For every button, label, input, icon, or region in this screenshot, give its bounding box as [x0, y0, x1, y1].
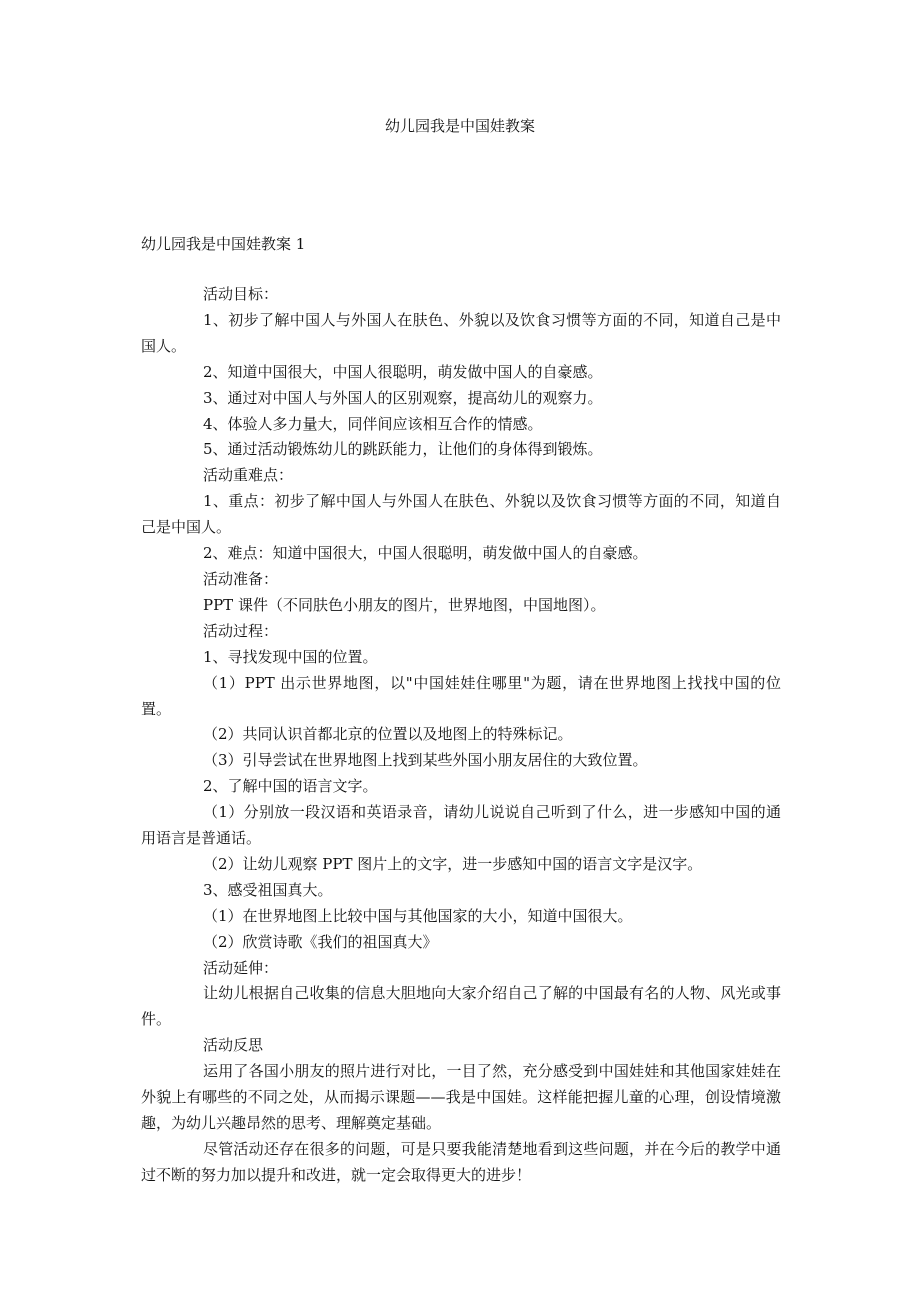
paragraph: 4、体验人多力量大，同伴间应该相互合作的情感。: [203, 414, 543, 433]
section-title: 幼儿园我是中国娃教案 1: [141, 235, 306, 253]
paragraph: 运用了各国小朋友的照片进行对比，一目了然，充分感受到中国娃娃和其他国家娃娃在外貌上有哪些的不同之处，从而揭示课题——我是中国娃。这样能把握儿童的心理，创设情境激趣，为幼儿兴趣昂然的思考、理解奠定基础。: [141, 1062, 781, 1132]
paragraph: （3）引导尝试在世界地图上找到某些外国小朋友居住的大致位置。: [203, 751, 648, 770]
paragraph: 2、难点：知道中国很大，中国人很聪明，萌发做中国人的自豪感。: [203, 544, 648, 563]
paragraph: 1、重点：初步了解中国人与外国人在肤色、外貌以及饮食习惯等方面的不同，知道自己是中国人。: [141, 492, 781, 537]
heading-key-points: 活动重难点：: [203, 466, 294, 485]
heading-process: 活动过程：: [203, 621, 279, 640]
paragraph: 2、知道中国很大，中国人很聪明，萌发做中国人的自豪感。: [203, 362, 603, 381]
heading-reflection: 活动反思: [203, 1036, 264, 1055]
paragraph: 1、寻找发现中国的位置。: [203, 647, 378, 666]
paragraph: 2、了解中国的语言文字。: [203, 777, 378, 796]
document-body: [141, 282, 781, 1189]
paragraph: 1、初步了解中国人与外国人在肤色、外貌以及饮食习惯等方面的不同，知道自己是中国人。: [141, 310, 781, 355]
document-title: 幼儿园我是中国娃教案: [384, 117, 535, 135]
paragraph: （1）PPT 出示世界地图，以"中国娃娃住哪里"为题，请在世界地图上找找中国的位置。: [141, 673, 781, 718]
paragraph: （1）分别放一段汉语和英语录音，请幼儿说说自己听到了什么，进一步感知中国的通用语言是普通话。: [141, 803, 781, 848]
paragraph: （2）欣赏诗歌《我们的祖国真大》: [203, 932, 438, 951]
paragraph: 让幼儿根据自己收集的信息大胆地向大家介绍自己了解的中国最有名的人物、风光或事件。: [141, 984, 781, 1029]
paragraph: PPT 课件（不同肤色小朋友的图片，世界地图，中国地图）。: [203, 595, 606, 614]
heading-goals: 活动目标：: [203, 285, 279, 303]
paragraph: （2）共同认识首都北京的位置以及地图上的特殊标记。: [203, 725, 573, 744]
paragraph: 3、通过对中国人与外国人的区别观察，提高幼儿的观察力。: [203, 388, 603, 407]
paragraph: 3、感受祖国真大。: [203, 880, 333, 899]
paragraph: 尽管活动还存在很多的问题，可是只要我能清楚地看到这些问题，并在今后的教学中通过不断的努力加以提升和改进，就一定会取得更大的进步！: [141, 1139, 781, 1184]
heading-preparation: 活动准备：: [203, 569, 279, 588]
heading-extension: 活动延伸：: [203, 958, 279, 977]
paragraph: （1）在世界地图上比较中国与其他国家的大小，知道中国很大。: [203, 906, 633, 925]
paragraph: （2）让幼儿观察 PPT 图片上的文字，进一步感知中国的语言文字是汉字。: [203, 854, 703, 873]
paragraph: 5、通过活动锻炼幼儿的跳跃能力，让他们的身体得到锻炼。: [203, 440, 603, 459]
